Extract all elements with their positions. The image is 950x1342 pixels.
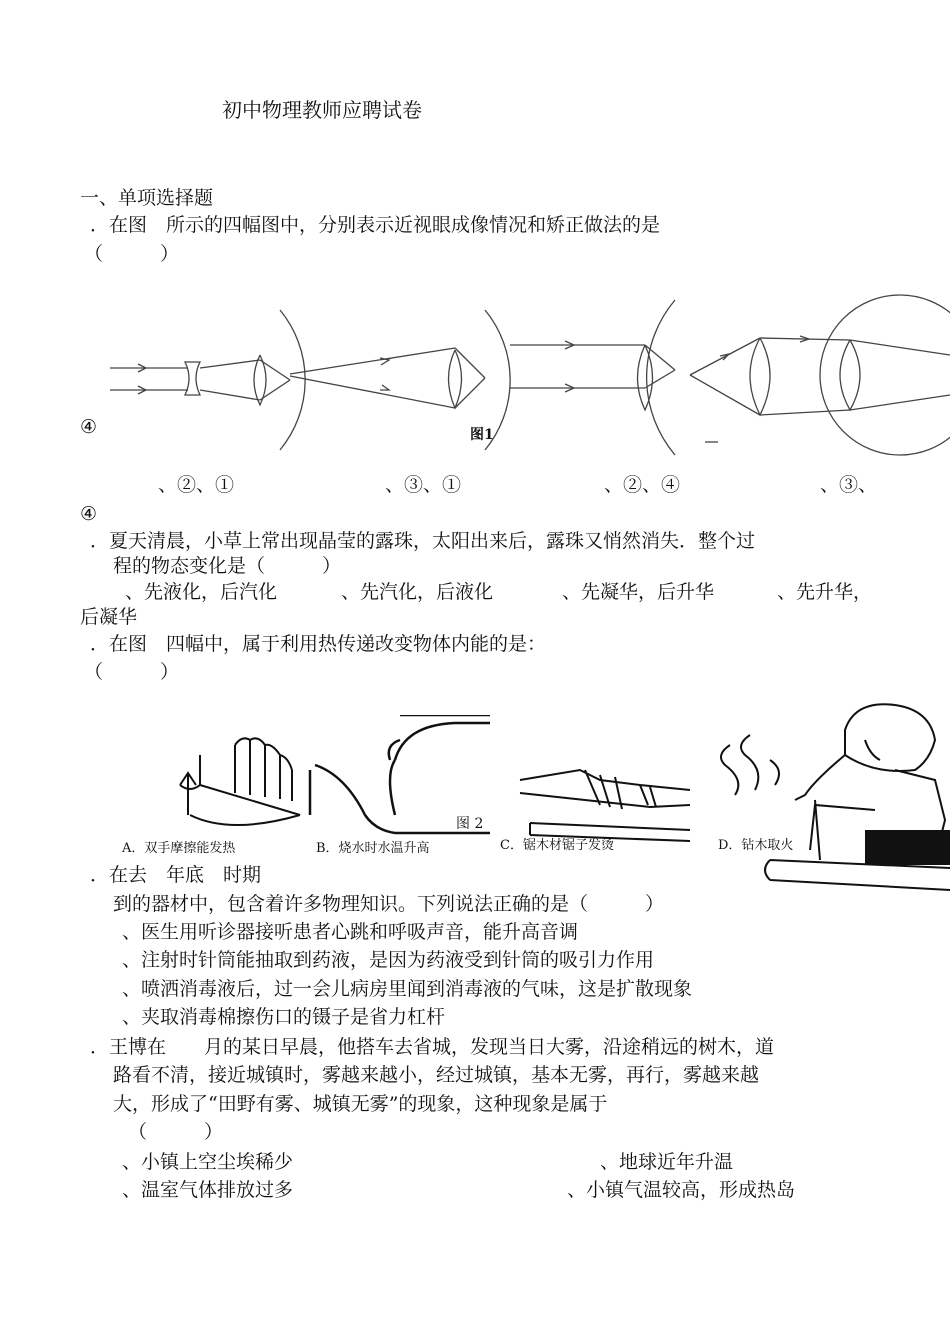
question-5-option-c: 、温室气体排放过多: [122, 1179, 294, 1201]
question-1-paren: （ ）: [84, 243, 180, 265]
question-1-stem: ．在图 所示的四幅图中，分别表示近视眼成像情况和矫正做法的是: [90, 214, 661, 236]
question-1-option-b: 、③、①: [385, 474, 462, 496]
question-4-stem-cont: 到的器材中，包含着许多物理知识。下列说法正确的是（ ）: [113, 893, 665, 915]
question-2-stem-cont: 程的物态变化是（ ）: [113, 555, 342, 577]
figure-1-caption: 图1: [470, 427, 494, 443]
question-2-stem: ．夏天清晨，小草上常出现晶莹的露珠，太阳出来后，露珠又悄然消失．整个过: [90, 530, 756, 552]
question-5-stem: ．王博在 月的某日早晨，他搭车去省城，发现当日大雾，沿途稍远的树木，道: [90, 1036, 775, 1058]
figure-2-label-b: B．烧水时水温升高: [316, 841, 430, 856]
question-4-option-c: 、喷洒消毒液后，过一会儿病房里闻到消毒液的气味，这是扩散现象: [122, 978, 693, 1000]
figure-2-saw-illustration: [490, 715, 695, 845]
figure-1-eye-diagrams: [100, 290, 950, 460]
question-2-option-a: 、先液化，后汽化: [125, 581, 278, 603]
eye-panel-3: [510, 300, 675, 455]
question-5-stem-line3: 大，形成了“田野有雾、城镇无雾”的现象，这种现象是属于: [113, 1093, 608, 1115]
figure-2-drill-fire-illustration: [695, 700, 950, 895]
figure-2-caption: 图 2: [456, 816, 484, 832]
question-3-stem: ．在图 四幅中，属于利用热传递改变物体内能的是：: [90, 633, 547, 655]
question-5-paren: （ ）: [128, 1121, 224, 1143]
page-title: 初中物理教师应聘试卷: [222, 98, 422, 122]
question-1-option-d: 、③、: [820, 474, 878, 496]
eye-panel-1: [110, 310, 305, 450]
question-2-option-d: 、先升华，: [777, 581, 873, 603]
figure-2-label-c: C．锯木材锯子发烫: [500, 838, 614, 853]
question-1-left-mark: ④: [80, 416, 98, 438]
question-5-option-d: 、小镇气温较高，形成热岛: [567, 1179, 796, 1201]
question-4-option-a: 、医生用听诊器接听患者心跳和呼吸声音，能升高音调: [122, 921, 579, 943]
question-5-stem-line2: 路看不清，接近城镇时，雾越来越小，经过城镇，基本无雾，再行，雾越来越: [113, 1064, 760, 1086]
figure-2-label-a: A．双手摩擦能发热: [122, 841, 236, 856]
question-4-stem: ．在去 年底 时期: [90, 864, 262, 886]
question-4-option-b: 、注射时针筒能抽取到药液，是因为药液受到针筒的吸引力作用: [122, 949, 655, 971]
section-heading: 一、单项选择题: [80, 187, 214, 209]
question-2-option-d-wrap: 后凝华: [80, 606, 138, 628]
question-2-option-c: 、先凝华，后升华: [562, 581, 715, 603]
figure-2-label-d: D．钻木取火: [718, 838, 794, 853]
question-1-option-a: 、②、①: [158, 474, 235, 496]
figure-2-hands-illustration: [170, 715, 315, 845]
question-5-option-b: 、地球近年升温: [600, 1151, 734, 1173]
question-1-option-d-wrap: ④: [80, 503, 98, 525]
question-3-paren: （ ）: [84, 661, 180, 683]
question-2-option-b: 、先汽化，后液化: [341, 581, 494, 603]
question-5-option-a: 、小镇上空尘埃稀少: [122, 1151, 294, 1173]
question-4-option-d: 、夹取消毒棉擦伤口的镊子是省力杠杆: [122, 1006, 446, 1028]
question-1-option-c: 、②、④: [604, 474, 681, 496]
eye-panel-4: [690, 295, 950, 455]
